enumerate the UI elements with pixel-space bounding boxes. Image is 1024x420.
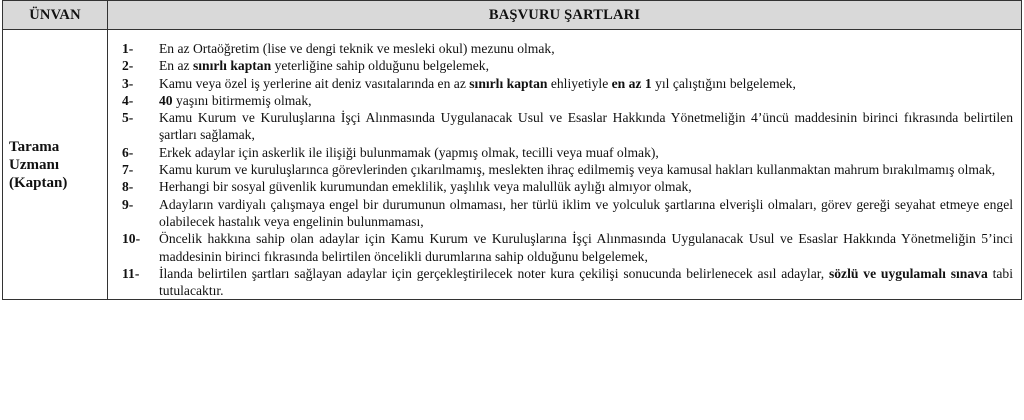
requirement-item (122, 230, 1013, 265)
position-title-cell (3, 30, 108, 300)
requirement-item (122, 265, 1013, 300)
header-title-col: ÜNVAN (3, 1, 108, 30)
requirement-number: 7- (122, 162, 134, 178)
requirement-number: 11- (122, 265, 140, 281)
requirement-item (122, 40, 1013, 57)
requirement-number: 10- (122, 231, 141, 247)
position-title-line: Tarama (9, 138, 60, 155)
requirement-text-emphasis: 40 (159, 92, 173, 108)
requirement-text (159, 196, 1013, 231)
requirement-number: 5- (122, 110, 134, 126)
requirement-number: 1- (122, 41, 134, 56)
requirement-text-emphasis: en az 1 (611, 75, 652, 91)
requirement-item (122, 109, 1013, 144)
requirement-item (122, 57, 1013, 74)
requirement-text-segment: En az (159, 58, 193, 74)
requirement-text-segment: Kamu Kurum ve Kuruluşlarına İşçi Alınmasında Uygulanacak Usul ve Esaslar Hakkında Yönetmeliğin 4’üncü maddesinin birinci fıkrasında belirtilen şartları sağlamak, (159, 110, 1013, 143)
requirement-text (159, 230, 1013, 265)
requirement-text-segment: İlanda belirtilen şartları sağlayan adaylar için gerçekleştirilecek noter kura çekilişi sonucunda belirlenecek asıl adaylar, (159, 265, 829, 281)
requirement-text (159, 161, 1013, 178)
requirement-text-segment: Adayların vardiyalı çalışmaya engel bir durumunun olmaması, her türlü iklim ve yolculuk şartlarına elverişli olmaları, görev gereği seyahat etmeye engel olabilecek hastalık veya engelinin bulunmaması, (159, 196, 1013, 229)
content-row (3, 30, 1022, 300)
requirement-text (159, 92, 1013, 109)
requirement-number: 6- (122, 144, 134, 160)
requirement-number: 3- (122, 75, 134, 91)
requirement-item (122, 75, 1013, 92)
requirement-text-segment: ehliyetiyle (547, 75, 612, 91)
requirement-item (122, 144, 1013, 161)
requirement-text-emphasis: sözlü ve uygulamalı sınava (828, 265, 988, 281)
requirements-list (108, 30, 1022, 300)
requirement-item (122, 196, 1013, 231)
requirement-number: 4- (122, 92, 134, 108)
requirement-text-segment: Kamu kurum ve kuruluşlarınca görevlerinden çıkarılmamış, meslekten ihraç edilmemiş veya kamusal hakları kullanmaktan mahrum bırakılmamış olmak, (159, 162, 996, 178)
requirement-text-segment: yaşını bitirmemiş olmak, (172, 92, 312, 108)
requirement-text (159, 57, 1013, 74)
requirement-text-emphasis: sınırlı kaptan (192, 58, 272, 74)
header-requirements-col: BAŞVURU ŞARTLARI (108, 1, 1022, 30)
position-title-line: Uzmanı (9, 156, 59, 173)
requirement-number: 2- (122, 58, 134, 74)
requirement-item (122, 178, 1013, 195)
requirement-text-segment: Öncelik hakkına sahip olan adaylar için Kamu Kurum ve Kuruluşlarına İşçi Alınmasında Uygulanacak Usul ve Esaslar Hakkında Yönetmeliğin 5’inci maddesinin birinci fıkrasında belirtilen öncelikli durumlarına sahip olduğunu belgelemek, (159, 231, 1013, 264)
requirement-number: 9- (122, 196, 134, 212)
requirement-text (159, 75, 1013, 92)
requirement-text-segment: tabi tutulacaktır. (159, 265, 1013, 299)
requirement-text (159, 265, 1013, 300)
requirement-text (159, 144, 1013, 161)
position-title-line: (Kaptan) (9, 174, 68, 191)
header-row (3, 1, 1022, 30)
requirement-text-segment: Erkek adaylar için askerlik ile ilişiği bulunmamak (yapmış olmak, tecilli veya muaf olmak), (159, 144, 659, 160)
requirement-item (122, 161, 1013, 178)
requirement-text-segment: yeterliğine sahip olduğunu belgelemek, (271, 58, 489, 74)
requirement-text-segment: En az Ortaöğretim (lise ve dengi teknik ve mesleki okul) mezunu olmak, (159, 41, 555, 56)
requirement-text-segment: Kamu veya özel iş yerlerine ait deniz vasıtalarında en az (159, 75, 470, 91)
requirement-item (122, 92, 1013, 109)
requirement-number: 8- (122, 179, 134, 195)
requirements-table (2, 0, 1022, 300)
requirement-text (159, 178, 1013, 195)
requirement-text-segment: yıl çalıştığını belgelemek, (651, 75, 796, 91)
requirement-text-emphasis: sınırlı kaptan (469, 75, 548, 91)
requirement-text (159, 40, 1013, 57)
requirement-text-segment: Herhangi bir sosyal güvenlik kurumundan emeklilik, yaşlılık veya malullük aylığı almıyor olmak, (159, 179, 692, 195)
requirement-text (159, 109, 1013, 144)
